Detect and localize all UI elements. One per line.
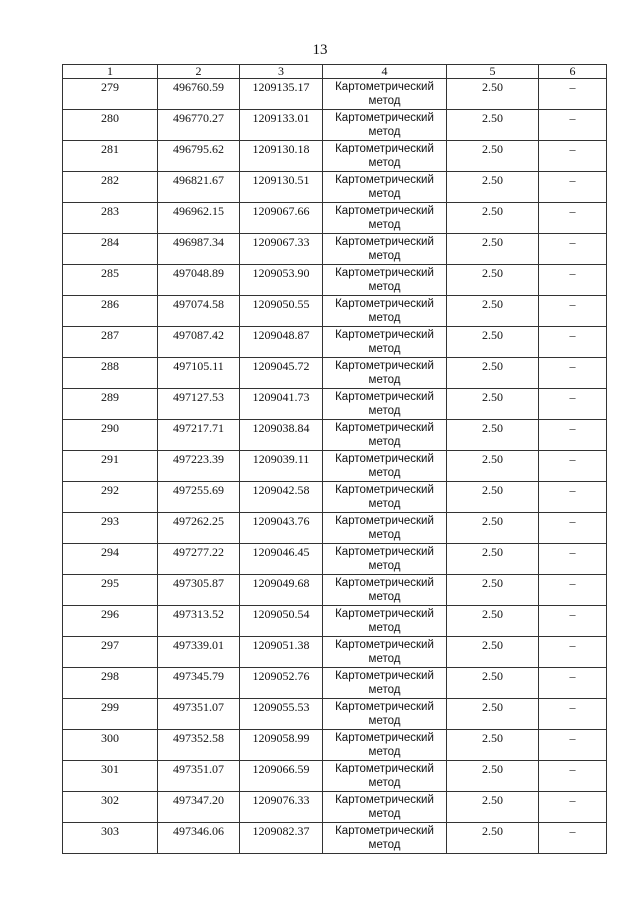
y-coordinate-cell: 1209076.33 — [240, 792, 323, 823]
y-coordinate-cell: 1209135.17 — [240, 79, 323, 110]
table-row — [63, 420, 607, 451]
accuracy-cell: 2.50 — [447, 327, 539, 358]
accuracy-cell: 2.50 — [447, 234, 539, 265]
accuracy-cell: 2.50 — [447, 420, 539, 451]
y-coordinate-cell: 1209067.33 — [240, 234, 323, 265]
notes-cell: – — [539, 234, 607, 265]
point-number-cell: 289 — [63, 389, 158, 420]
point-number-cell: 293 — [63, 513, 158, 544]
method-cell: Картометрический метод — [323, 234, 447, 265]
accuracy-cell: 2.50 — [447, 823, 539, 854]
method-cell: Картометрический метод — [323, 575, 447, 606]
table-row — [63, 668, 607, 699]
point-number-cell: 298 — [63, 668, 158, 699]
method-cell: Картометрический метод — [323, 358, 447, 389]
notes-cell: – — [539, 482, 607, 513]
accuracy-cell: 2.50 — [447, 482, 539, 513]
method-cell: Картометрический метод — [323, 544, 447, 575]
table-row — [63, 637, 607, 668]
table-row — [63, 823, 607, 854]
coordinates-table — [62, 64, 607, 854]
y-coordinate-cell: 1209130.18 — [240, 141, 323, 172]
y-coordinate-cell: 1209130.51 — [240, 172, 323, 203]
y-coordinate-cell: 1209058.99 — [240, 730, 323, 761]
table-row — [63, 327, 607, 358]
method-cell: Картометрический метод — [323, 637, 447, 668]
accuracy-cell: 2.50 — [447, 203, 539, 234]
point-number-cell: 294 — [63, 544, 158, 575]
method-cell: Картометрический метод — [323, 172, 447, 203]
accuracy-cell: 2.50 — [447, 730, 539, 761]
accuracy-cell: 2.50 — [447, 513, 539, 544]
method-cell: Картометрический метод — [323, 823, 447, 854]
notes-cell: – — [539, 110, 607, 141]
x-coordinate-cell: 497127.53 — [158, 389, 240, 420]
notes-cell: – — [539, 141, 607, 172]
y-coordinate-cell: 1209067.66 — [240, 203, 323, 234]
point-number-cell: 292 — [63, 482, 158, 513]
x-coordinate-cell: 496821.67 — [158, 172, 240, 203]
notes-cell: – — [539, 451, 607, 482]
table-header-row — [63, 65, 607, 79]
y-coordinate-cell: 1209050.55 — [240, 296, 323, 327]
accuracy-cell: 2.50 — [447, 699, 539, 730]
table-row — [63, 358, 607, 389]
table-row — [63, 792, 607, 823]
table-row — [63, 699, 607, 730]
y-coordinate-cell: 1209048.87 — [240, 327, 323, 358]
method-cell: Картометрический метод — [323, 79, 447, 110]
point-number-cell: 299 — [63, 699, 158, 730]
point-number-cell: 281 — [63, 141, 158, 172]
point-number-cell: 283 — [63, 203, 158, 234]
notes-cell: – — [539, 637, 607, 668]
point-number-cell: 295 — [63, 575, 158, 606]
x-coordinate-cell: 497352.58 — [158, 730, 240, 761]
method-cell: Картометрический метод — [323, 699, 447, 730]
accuracy-cell: 2.50 — [447, 265, 539, 296]
page-number: 13 — [312, 42, 328, 58]
y-coordinate-cell: 1209133.01 — [240, 110, 323, 141]
method-cell: Картометрический метод — [323, 513, 447, 544]
notes-cell: – — [539, 823, 607, 854]
x-coordinate-cell: 497223.39 — [158, 451, 240, 482]
accuracy-cell: 2.50 — [447, 79, 539, 110]
point-number-cell: 297 — [63, 637, 158, 668]
method-cell: Картометрический метод — [323, 761, 447, 792]
y-coordinate-cell: 1209051.38 — [240, 637, 323, 668]
table-row — [63, 110, 607, 141]
y-coordinate-cell: 1209043.76 — [240, 513, 323, 544]
method-cell: Картометрический метод — [323, 792, 447, 823]
point-number-cell: 284 — [63, 234, 158, 265]
table-row — [63, 79, 607, 110]
table-row — [63, 482, 607, 513]
point-number-cell: 296 — [63, 606, 158, 637]
x-coordinate-cell: 497346.06 — [158, 823, 240, 854]
x-coordinate-cell: 497262.25 — [158, 513, 240, 544]
notes-cell: – — [539, 792, 607, 823]
x-coordinate-cell: 497277.22 — [158, 544, 240, 575]
method-cell: Картометрический метод — [323, 730, 447, 761]
accuracy-cell: 2.50 — [447, 296, 539, 327]
notes-cell: – — [539, 79, 607, 110]
x-coordinate-cell: 496795.62 — [158, 141, 240, 172]
accuracy-cell: 2.50 — [447, 668, 539, 699]
y-coordinate-cell: 1209045.72 — [240, 358, 323, 389]
point-number-cell: 290 — [63, 420, 158, 451]
method-cell: Картометрический метод — [323, 389, 447, 420]
point-number-cell: 286 — [63, 296, 158, 327]
y-coordinate-cell: 1209041.73 — [240, 389, 323, 420]
notes-cell: – — [539, 730, 607, 761]
method-cell: Картометрический метод — [323, 606, 447, 637]
method-cell: Картометрический метод — [323, 296, 447, 327]
notes-cell: – — [539, 575, 607, 606]
point-number-cell: 303 — [63, 823, 158, 854]
x-coordinate-cell: 497105.11 — [158, 358, 240, 389]
column-header: 2 — [158, 65, 240, 79]
notes-cell: – — [539, 389, 607, 420]
method-cell: Картометрический метод — [323, 482, 447, 513]
column-header: 5 — [447, 65, 539, 79]
notes-cell: – — [539, 606, 607, 637]
point-number-cell: 282 — [63, 172, 158, 203]
x-coordinate-cell: 497347.20 — [158, 792, 240, 823]
method-cell: Картометрический метод — [323, 327, 447, 358]
accuracy-cell: 2.50 — [447, 761, 539, 792]
y-coordinate-cell: 1209082.37 — [240, 823, 323, 854]
table-body — [63, 79, 607, 854]
column-header: 4 — [323, 65, 447, 79]
point-number-cell: 291 — [63, 451, 158, 482]
y-coordinate-cell: 1209046.45 — [240, 544, 323, 575]
notes-cell: – — [539, 761, 607, 792]
accuracy-cell: 2.50 — [447, 110, 539, 141]
method-cell: Картометрический метод — [323, 110, 447, 141]
x-coordinate-cell: 497217.71 — [158, 420, 240, 451]
y-coordinate-cell: 1209042.58 — [240, 482, 323, 513]
table-row — [63, 451, 607, 482]
method-cell: Картометрический метод — [323, 420, 447, 451]
point-number-cell: 302 — [63, 792, 158, 823]
accuracy-cell: 2.50 — [447, 544, 539, 575]
point-number-cell: 301 — [63, 761, 158, 792]
y-coordinate-cell: 1209049.68 — [240, 575, 323, 606]
accuracy-cell: 2.50 — [447, 606, 539, 637]
x-coordinate-cell: 497255.69 — [158, 482, 240, 513]
x-coordinate-cell: 496770.27 — [158, 110, 240, 141]
x-coordinate-cell: 497074.58 — [158, 296, 240, 327]
notes-cell: – — [539, 265, 607, 296]
x-coordinate-cell: 497048.89 — [158, 265, 240, 296]
table-row — [63, 575, 607, 606]
notes-cell: – — [539, 203, 607, 234]
accuracy-cell: 2.50 — [447, 637, 539, 668]
accuracy-cell: 2.50 — [447, 451, 539, 482]
notes-cell: – — [539, 544, 607, 575]
x-coordinate-cell: 497351.07 — [158, 699, 240, 730]
column-header: 1 — [63, 65, 158, 79]
column-header: 6 — [539, 65, 607, 79]
point-number-cell: 288 — [63, 358, 158, 389]
point-number-cell: 279 — [63, 79, 158, 110]
y-coordinate-cell: 1209053.90 — [240, 265, 323, 296]
point-number-cell: 280 — [63, 110, 158, 141]
table-row — [63, 730, 607, 761]
table-row — [63, 296, 607, 327]
table-row — [63, 141, 607, 172]
y-coordinate-cell: 1209052.76 — [240, 668, 323, 699]
point-number-cell: 300 — [63, 730, 158, 761]
x-coordinate-cell: 497351.07 — [158, 761, 240, 792]
method-cell: Картометрический метод — [323, 141, 447, 172]
table-row — [63, 606, 607, 637]
notes-cell: – — [539, 296, 607, 327]
x-coordinate-cell: 497087.42 — [158, 327, 240, 358]
x-coordinate-cell: 497313.52 — [158, 606, 240, 637]
accuracy-cell: 2.50 — [447, 141, 539, 172]
notes-cell: – — [539, 327, 607, 358]
table-row — [63, 389, 607, 420]
y-coordinate-cell: 1209039.11 — [240, 451, 323, 482]
table-row — [63, 513, 607, 544]
notes-cell: – — [539, 358, 607, 389]
x-coordinate-cell: 496962.15 — [158, 203, 240, 234]
column-header: 3 — [240, 65, 323, 79]
y-coordinate-cell: 1209038.84 — [240, 420, 323, 451]
notes-cell: – — [539, 513, 607, 544]
accuracy-cell: 2.50 — [447, 358, 539, 389]
table-row — [63, 265, 607, 296]
accuracy-cell: 2.50 — [447, 792, 539, 823]
table-row — [63, 761, 607, 792]
table-row — [63, 203, 607, 234]
x-coordinate-cell: 496987.34 — [158, 234, 240, 265]
y-coordinate-cell: 1209066.59 — [240, 761, 323, 792]
method-cell: Картометрический метод — [323, 451, 447, 482]
x-coordinate-cell: 497339.01 — [158, 637, 240, 668]
x-coordinate-cell: 497305.87 — [158, 575, 240, 606]
x-coordinate-cell: 497345.79 — [158, 668, 240, 699]
y-coordinate-cell: 1209050.54 — [240, 606, 323, 637]
point-number-cell: 285 — [63, 265, 158, 296]
method-cell: Картометрический метод — [323, 668, 447, 699]
table-row — [63, 172, 607, 203]
method-cell: Картометрический метод — [323, 203, 447, 234]
table-row — [63, 234, 607, 265]
notes-cell: – — [539, 699, 607, 730]
x-coordinate-cell: 496760.59 — [158, 79, 240, 110]
notes-cell: – — [539, 668, 607, 699]
table-row — [63, 544, 607, 575]
notes-cell: – — [539, 420, 607, 451]
notes-cell: – — [539, 172, 607, 203]
point-number-cell: 287 — [63, 327, 158, 358]
accuracy-cell: 2.50 — [447, 172, 539, 203]
accuracy-cell: 2.50 — [447, 575, 539, 606]
method-cell: Картометрический метод — [323, 265, 447, 296]
y-coordinate-cell: 1209055.53 — [240, 699, 323, 730]
accuracy-cell: 2.50 — [447, 389, 539, 420]
